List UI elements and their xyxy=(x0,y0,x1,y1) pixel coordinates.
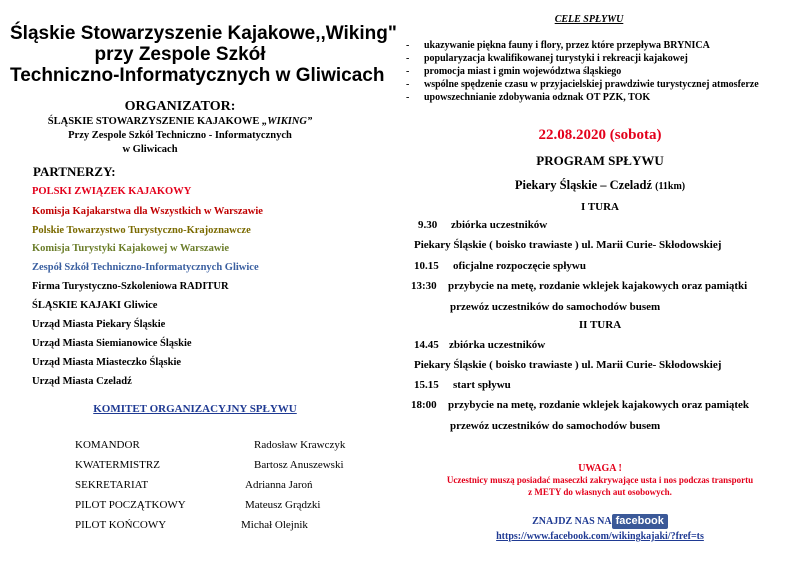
social-label: ZNAJDZ NAS NA xyxy=(532,515,612,527)
partner-item: Polskie Towarzystwo Turystyczno-Krajoznawcze xyxy=(32,225,251,236)
schedule-text: zbiórka uczestników xyxy=(449,339,546,351)
schedule-text: przybycie na metę, rozdanie wklejek kajakowych oraz pamiątki xyxy=(448,280,748,292)
schedule-text: start spływu xyxy=(453,379,511,391)
bullet-dash: - xyxy=(406,66,410,77)
schedule-time: 14.45 xyxy=(414,339,439,351)
committee-role: PILOT KOŃCOWY xyxy=(75,519,167,531)
bullet-dash: - xyxy=(406,92,410,103)
committee-member-name: Bartosz Anuszewski xyxy=(254,459,344,471)
goal-item xyxy=(406,53,688,64)
partner-item: Urząd Miasta Czeladź xyxy=(32,376,132,387)
committee-member-name: Radosław Krawczyk xyxy=(254,439,346,451)
partners-heading: PARTNERZY: xyxy=(33,164,116,179)
goal-text: promocja miast i gmin województwa śląskiego xyxy=(424,66,622,77)
committee-member-name: Michał Olejnik xyxy=(241,519,308,531)
title-line-3: Techniczno-Informatycznych w Gliwicach xyxy=(10,65,385,86)
title-line-1: Śląskie Stowarzyszenie Kajakowe,,Wiking" xyxy=(10,23,397,44)
schedule-text: przybycie na metę, rozdanie wklejek kajakowych oraz pamiątek xyxy=(448,399,750,411)
committee-role: KOMANDOR xyxy=(75,439,140,451)
committee-role: SEKRETARIAT xyxy=(75,479,149,491)
committee-heading: KOMITET ORGANIZACYJNY SPŁYWU xyxy=(93,403,297,415)
route-distance: (11km) xyxy=(655,181,686,192)
partner-item: Urząd Miasta Piekary Śląskie xyxy=(32,319,166,330)
goal-item xyxy=(406,66,621,77)
route-line xyxy=(400,178,800,193)
goal-text: popularyzacja kwalifikowanej turystyki i rekreacji kajakowej xyxy=(424,53,688,64)
title-line-2: przy Zespole Szkół xyxy=(94,44,266,65)
social-line xyxy=(400,514,800,529)
goal-text: upowszechnianie zdobywania odznak OT PZK, TOK xyxy=(424,92,651,103)
schedule-time: 15.15 xyxy=(414,379,439,391)
partner-item: Zespół Szkół Techniczno-Informatycznych Gliwice xyxy=(32,262,259,273)
schedule-text: przewóz uczestników do samochodów busem xyxy=(450,420,661,432)
schedule-time: 10.15 xyxy=(414,260,439,272)
schedule-time: 13:30 xyxy=(411,280,437,292)
schedule-text: Piekary Śląskie ( boisko trawiaste ) ul. Marii Curie- Skłodowskiej xyxy=(414,359,722,371)
committee-member-name: Mateusz Grądzki xyxy=(245,499,321,511)
notice-line-1: Uczestnicy muszą posiadać maseczki zakrywające usta i nos podczas transportu xyxy=(446,475,754,485)
bullet-dash: - xyxy=(406,79,410,90)
schedule-text: zbiórka uczestników xyxy=(451,219,548,231)
schedule-text: przewóz uczestników do samochodów busem xyxy=(450,301,661,313)
organizer-line-2: Przy Zespole Szkół Techniczno - Informatycznych xyxy=(68,130,292,141)
tour1-heading: I TURA xyxy=(580,201,619,213)
partner-item: ŚLĄSKIE KAJAKI Gliwice xyxy=(32,300,158,311)
schedule-text: Piekary Śląskie ( boisko trawiaste ) ul. Marii Curie- Skłodowskiej xyxy=(414,239,722,251)
organizer-name: ŚLĄSKIE STOWARZYSZENIE KAJAKOWE xyxy=(47,116,263,127)
partner-item: Urząd Miasta Miasteczko Śląskie xyxy=(32,357,182,368)
bullet-dash: - xyxy=(406,53,410,64)
schedule-text: oficjalne rozpoczęcie spływu xyxy=(453,260,586,272)
organizer-line-1 xyxy=(0,116,360,127)
route-name: Piekary Śląskie – Czeladź xyxy=(514,178,652,192)
organizer-heading: ORGANIZATOR: xyxy=(124,99,236,114)
notice-line-2: z METY do własnych aut osobowych. xyxy=(528,487,672,497)
tour2-heading: II TURA xyxy=(578,319,622,331)
partner-item: Komisja Kajakarstwa dla Wszystkich w Warszawie xyxy=(32,206,263,217)
goal-text: wspólne spędzenie czasu w przyjacielskiej prawdziwie turystycznej atmosferze xyxy=(424,79,759,90)
goals-heading: CELE SPŁYWU xyxy=(554,14,624,25)
facebook-icon[interactable]: facebook xyxy=(612,514,668,529)
bullet-dash: - xyxy=(406,40,410,51)
event-date: 22.08.2020 (sobota) xyxy=(538,127,662,143)
partner-item: POLSKI ZWIĄZEK KAJAKOWY xyxy=(32,186,192,197)
committee-member-name: Adrianna Jaroń xyxy=(245,479,313,491)
partner-item: Urząd Miasta Siemianowice Śląskie xyxy=(32,338,192,349)
goal-item xyxy=(406,40,710,51)
schedule-time: 18:00 xyxy=(411,399,437,411)
goal-item xyxy=(406,92,650,103)
notice-heading: UWAGA ! xyxy=(578,463,622,474)
program-heading: PROGRAM SPŁYWU xyxy=(536,153,664,168)
partner-item: Firma Turystyczno-Szkoleniowa RADITUR xyxy=(32,281,229,292)
organizer-line-3: w Gliwicach xyxy=(122,144,178,155)
goal-item xyxy=(406,79,759,90)
goal-text: ukazywanie piękna fauny i flory, przez które przepływa BRYNICA xyxy=(424,40,710,51)
schedule-time: 9.30 xyxy=(418,219,438,231)
partner-item: Komisja Turystyki Kajakowej w Warszawie xyxy=(32,243,229,254)
organizer-name-italic: „WIKING” xyxy=(262,116,313,127)
facebook-link[interactable]: https://www.facebook.com/wikingkajaki/?fref=ts xyxy=(496,531,704,542)
committee-role: KWATERMISTRZ xyxy=(75,459,160,471)
committee-role: PILOT POCZĄTKOWY xyxy=(75,499,186,511)
